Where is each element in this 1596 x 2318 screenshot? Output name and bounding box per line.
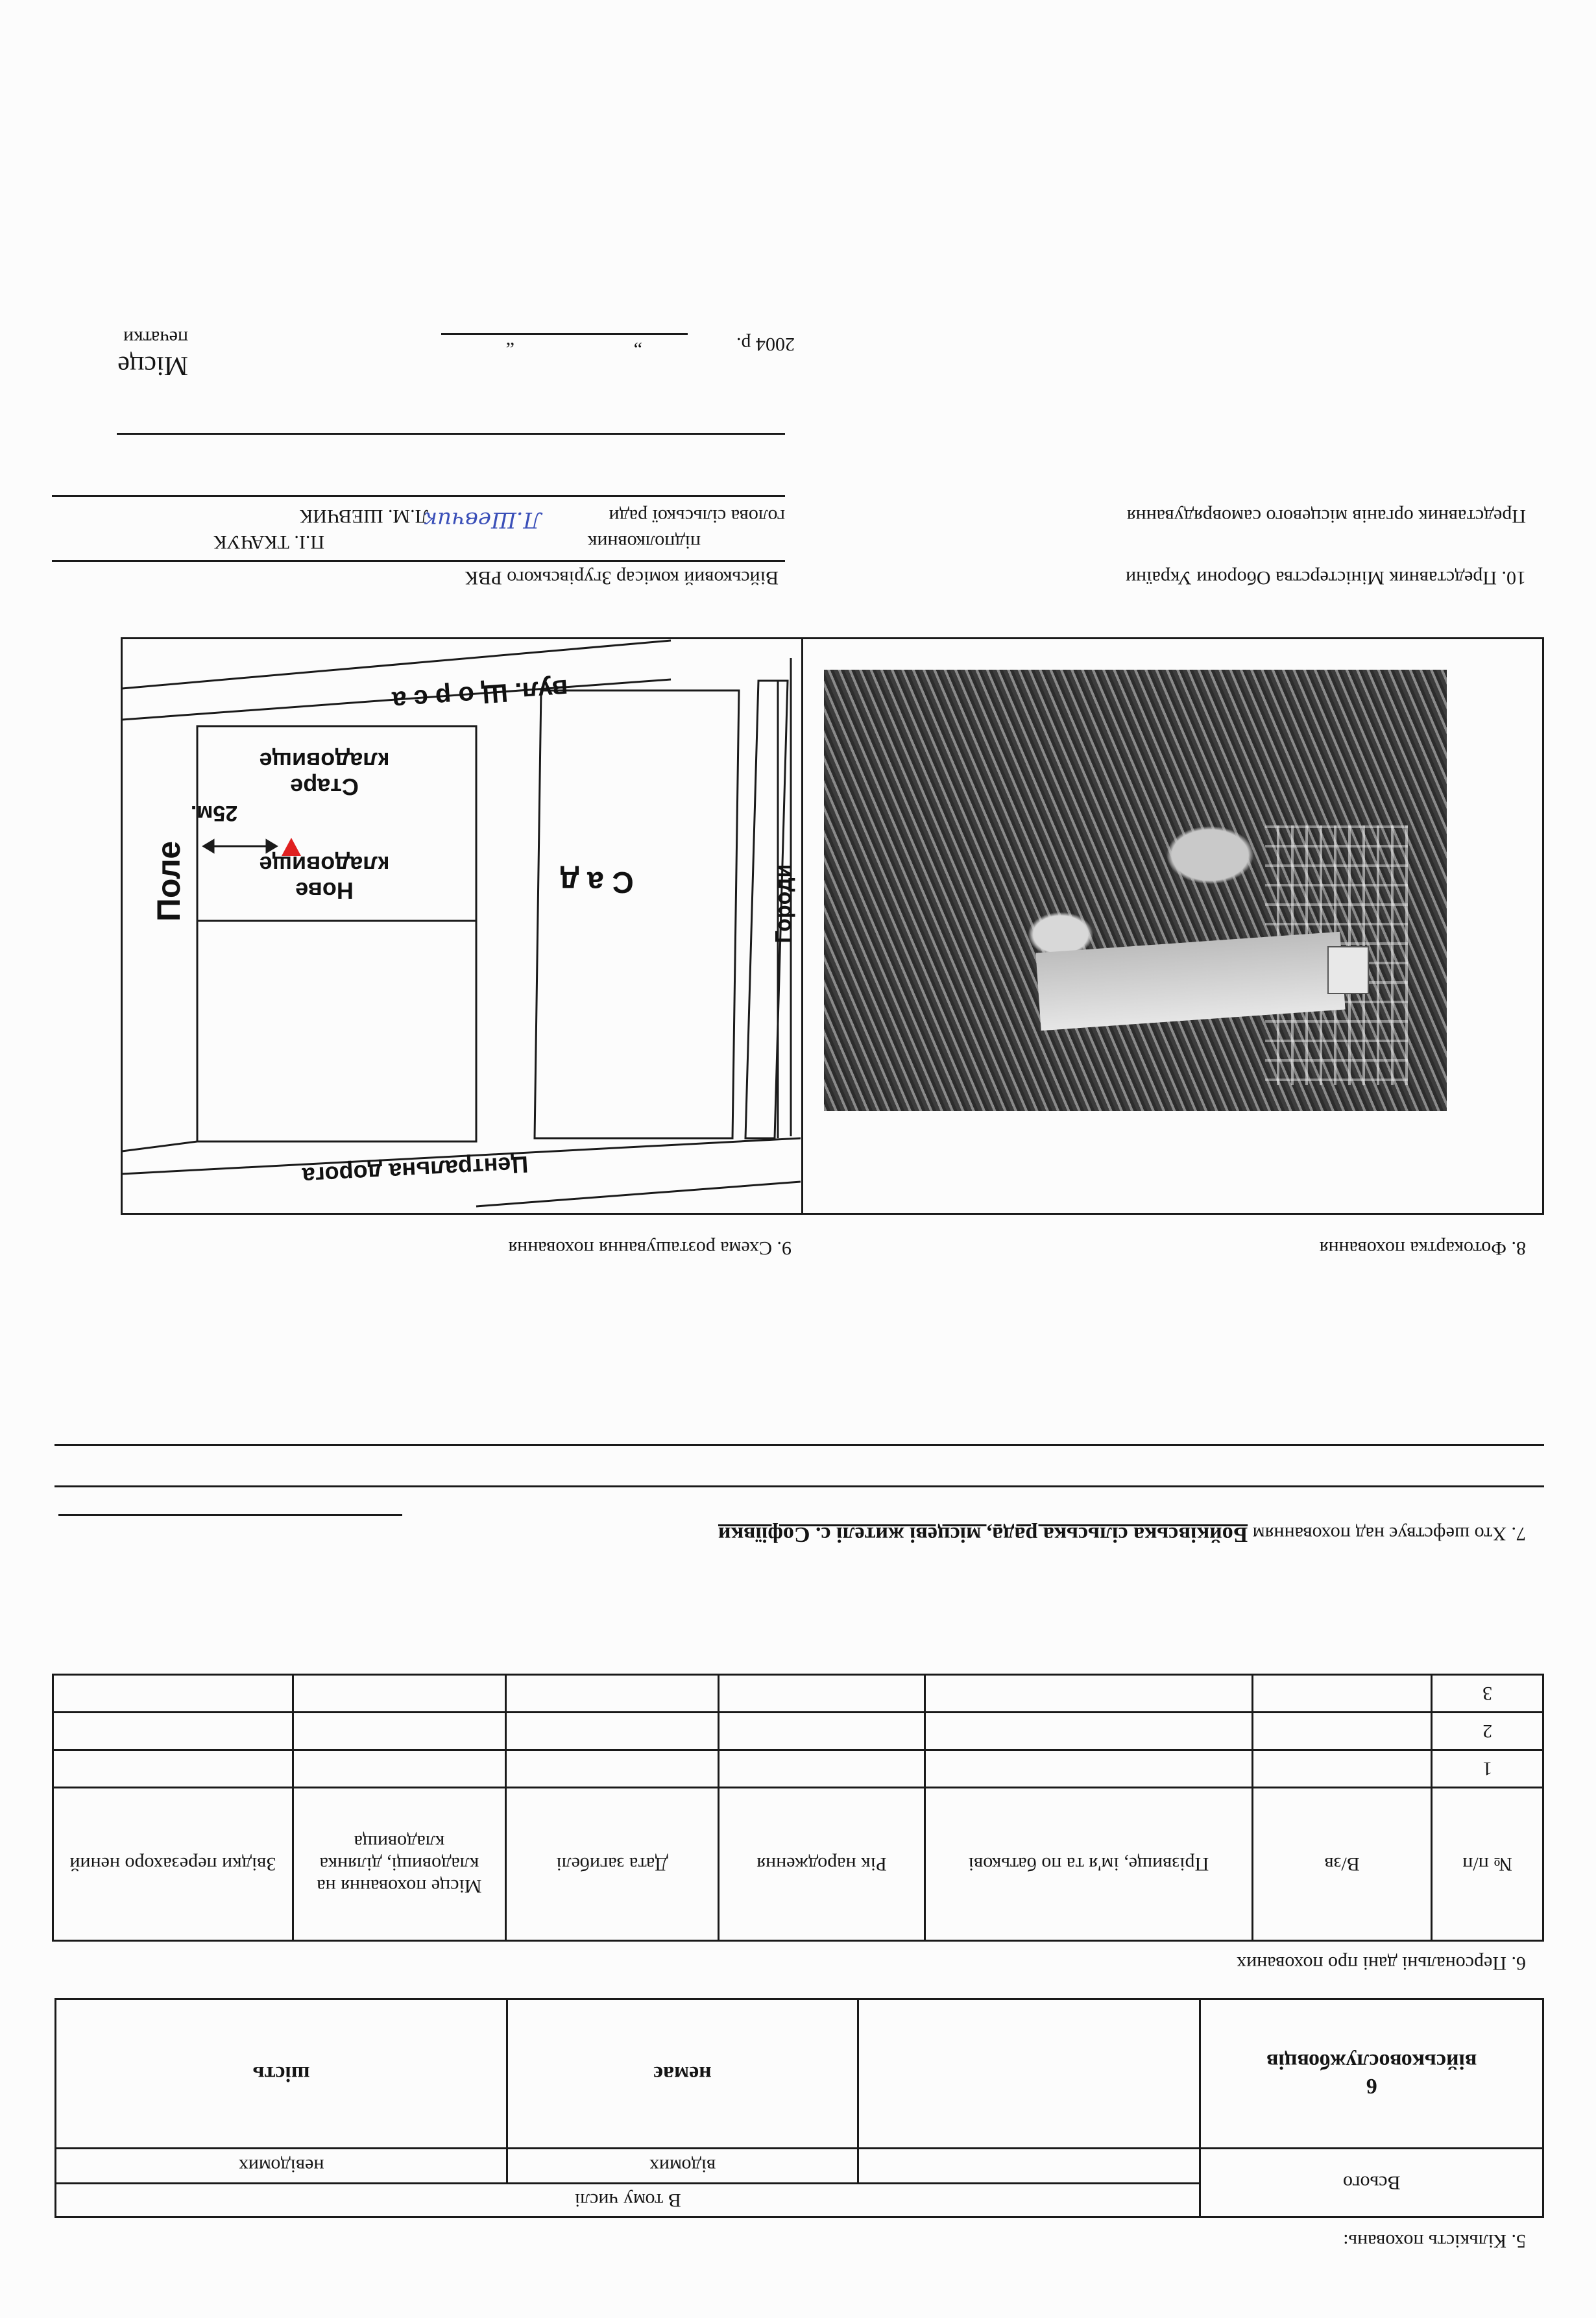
grave-photo: [824, 670, 1447, 1111]
col-birth: Рік народження: [719, 1788, 925, 1941]
date-quote-close: ”: [633, 330, 642, 352]
section6-table: [52, 1674, 1544, 1942]
section5-total-cell: [1200, 1999, 1543, 2149]
map-label-old-cemetery: Старе кладовище: [259, 748, 390, 800]
map-label-new-cemetery: Нове кладовище: [259, 851, 390, 904]
section5-unknown-header: невідомих: [56, 2149, 507, 2184]
mod-name: П.І. ТКАЧУК: [213, 531, 324, 553]
table-row: [53, 1675, 1543, 1713]
section9-title: 9. Схема розташування поховання: [508, 1238, 792, 1259]
seal-label-2: печатки: [123, 327, 188, 348]
col-num: № п/п: [1432, 1788, 1543, 1941]
section5-unknown-value: шість: [56, 1999, 507, 2149]
section5-total-note: військовослужбовців: [1266, 2049, 1477, 2074]
row-num: 3: [1432, 1675, 1543, 1713]
date-year: 2004 р.: [736, 334, 795, 355]
section7-value: Бойківська сільська рада, місцеві жителі с. Софіївки: [718, 1522, 1248, 1546]
section5-total-header: Всього: [1200, 2149, 1543, 2217]
map-label-garden: С а д: [560, 866, 634, 899]
section5-total-value: 6: [1366, 2074, 1377, 2099]
col-rank: В/зв: [1253, 1788, 1432, 1941]
section7-line: [718, 1522, 1526, 1547]
section5-known-value: немає: [507, 1999, 858, 2149]
row-num: 1: [1432, 1750, 1543, 1788]
section5-known-header: відомих: [507, 2149, 858, 2184]
date-quote-open: “: [505, 330, 514, 352]
map-label-gardens: Городи: [771, 864, 796, 944]
col-place: Місце поховання на кладовищі, ділянка кладовища: [293, 1788, 505, 1941]
map-label-distance: 25м.: [190, 801, 238, 825]
section5-title: 5. Кількість поховань:: [1343, 2230, 1526, 2252]
map-label-field: Поле: [151, 840, 187, 922]
seal-label: Місце: [117, 350, 188, 380]
col-from: Звідки перезахоро нений: [53, 1788, 293, 1941]
table-row: [53, 1750, 1543, 1788]
local-name: Л.М. ШЕВЧИК: [300, 506, 428, 527]
row-num: 2: [1432, 1713, 1543, 1750]
mod-position: Військовий комісар Згурівського РВК: [465, 567, 779, 589]
map-label-central-road: Центральна дорога: [301, 1151, 529, 1190]
section5-table: [54, 1998, 1544, 2218]
mod-rank: підполковник: [587, 531, 701, 553]
signature: Л.Шевчик: [424, 507, 542, 533]
rule: [54, 1444, 1544, 1446]
table-row: [53, 1713, 1543, 1750]
rule: [54, 1485, 1544, 1487]
section6-title: 6. Персональні дані про похованих: [1237, 1953, 1526, 1974]
location-map: [122, 639, 801, 1213]
map-label-street: вул. Щ о р с а: [391, 674, 570, 715]
section10-title: 10. Представник Міністерства Оборони України: [1126, 567, 1526, 589]
col-name: Прізвище, ім'я та по батькові: [925, 1788, 1252, 1941]
local-position: голова сільської ради: [609, 506, 785, 527]
local-gov-label: Представник органів місцевого самоврядування: [1126, 506, 1526, 527]
col-death: Дата загибелі: [505, 1788, 718, 1941]
section5-including-header: В тому числі: [56, 2184, 1200, 2217]
section7-label: 7. Хто шефствує над похованням: [1252, 1523, 1526, 1544]
section8-title: 8. Фотокартка поховання: [1319, 1238, 1526, 1259]
